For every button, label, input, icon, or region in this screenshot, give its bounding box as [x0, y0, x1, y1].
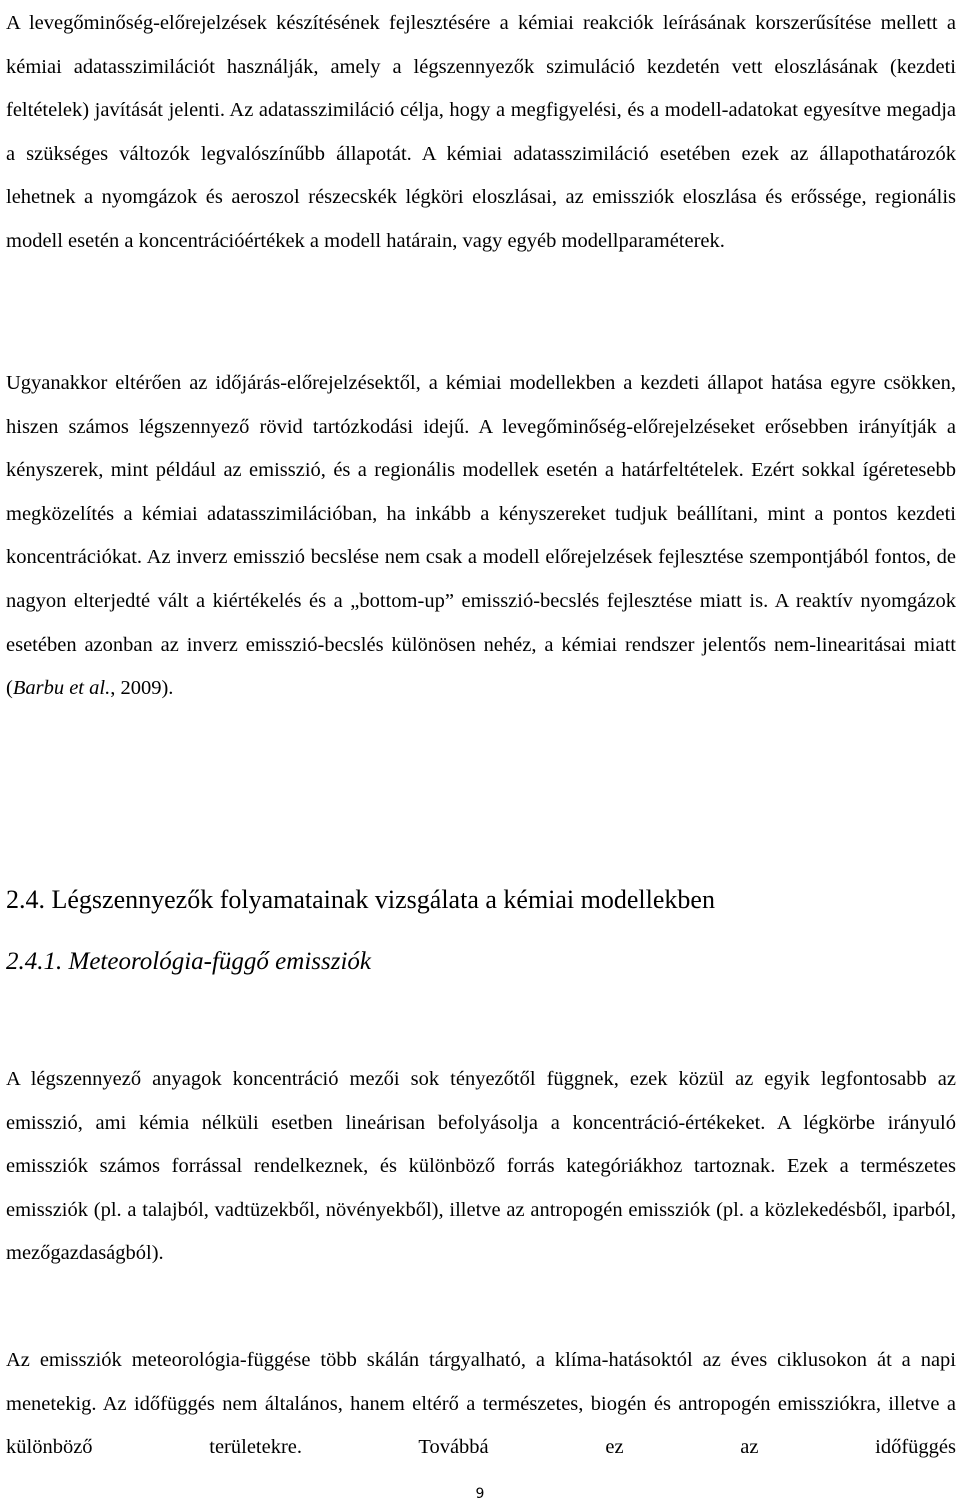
- subsection-heading: 2.4.1. Meteorológia-függő emissziók: [6, 948, 372, 975]
- paragraph-emission-sources: A légszennyező anyagok koncentráció mezői sok tényezőtől függnek, ezek közül az egyik legfontosabb az emisszió, ami kémia nélküli esetben lineárisan befolyásolja a koncentráció-értékeket. A légkörbe irányuló emissziók számos forrással rendelkeznek, és különböző forrás kategóriákhoz tartoznak. Ezek a természetes emissziók (pl. a talajból, vadtüzekből, növényekből), illetve az antropogén emissziók (pl. a közlekedésből, iparból, mezőgazdaságból).: [6, 1068, 956, 1265]
- paragraph-meteorology-dependence: Az emissziók meteorológia-függése több skálán tárgyalható, a klíma-hatásoktól az éves ciklusokon át a napi menetekig. Az időfüggés nem általános, hanem eltérő a természetes, biogén és antropogén emissziókra, illetve a különböző területekre. Továbbá ez az időfüggés: [6, 1349, 956, 1459]
- paragraph-emission-inversion: [6, 362, 956, 711]
- page-number: 9: [475, 1486, 485, 1502]
- paragraph-text: Ugyanakkor eltérően az időjárás-előrejelzésektől, a kémiai modellekben a kezdeti állapot hatása egyre csökken, hiszen számos légszennyező rövid tartózkodási idejű. A levegőminőség-előrejelzéseket erősebben irányítják a kényszerek, mint például az emisszió, és a regionális modellek esetén a határfeltételek. Ezért sokkal ígéretesebb megközelítés a kémiai adatasszimilációban, ha inkább a kényszereket tudjuk beállítani, mint a pontos kezdeti koncentrációkat. Az inverz emisszió becslése nem csak a modell előrejelzések fejlesztése szempontjából fontos, de nagyon elterjedté vált a kiértékelés és a „bottom-up” emisszió-becslés fejlesztése miatt is. A reaktív nyomgázok esetében azonban az inverz emisszió-becslés különösen nehéz, a kémiai rendszer jelentős nem-linearitásai miatt (: [6, 372, 956, 700]
- paragraph-data-assimilation: A levegőminőség-előrejelzések készítésének fejlesztésére a kémiai reakciók leírásának korszerűsítése mellett a kémiai adatasszimilációt használják, amely a légszennyezők szimuláció kezdetén vett eloszlásának (kezdeti feltételek) javítását jelenti. Az adatasszimiláció célja, hogy a megfigyelési, és a modell-adatokat egyesítve megadja a szükséges változók legvalószínűbb állapotát. A kémiai adatasszimiláció esetében ezek az állapothatározók lehetnek a nyomgázok és aeroszol részecskék légköri eloszlásai, az emissziók eloszlása és erőssége, regionális modell esetén a koncentrációértékek a modell határain, vagy egyéb modellparaméterek.: [6, 12, 956, 252]
- section-heading: 2.4. Légszennyezők folyamatainak vizsgálata a kémiai modellekben: [6, 885, 715, 914]
- citation-author: Barbu et al.: [12, 677, 111, 700]
- citation-year: , 2009).: [110, 677, 174, 700]
